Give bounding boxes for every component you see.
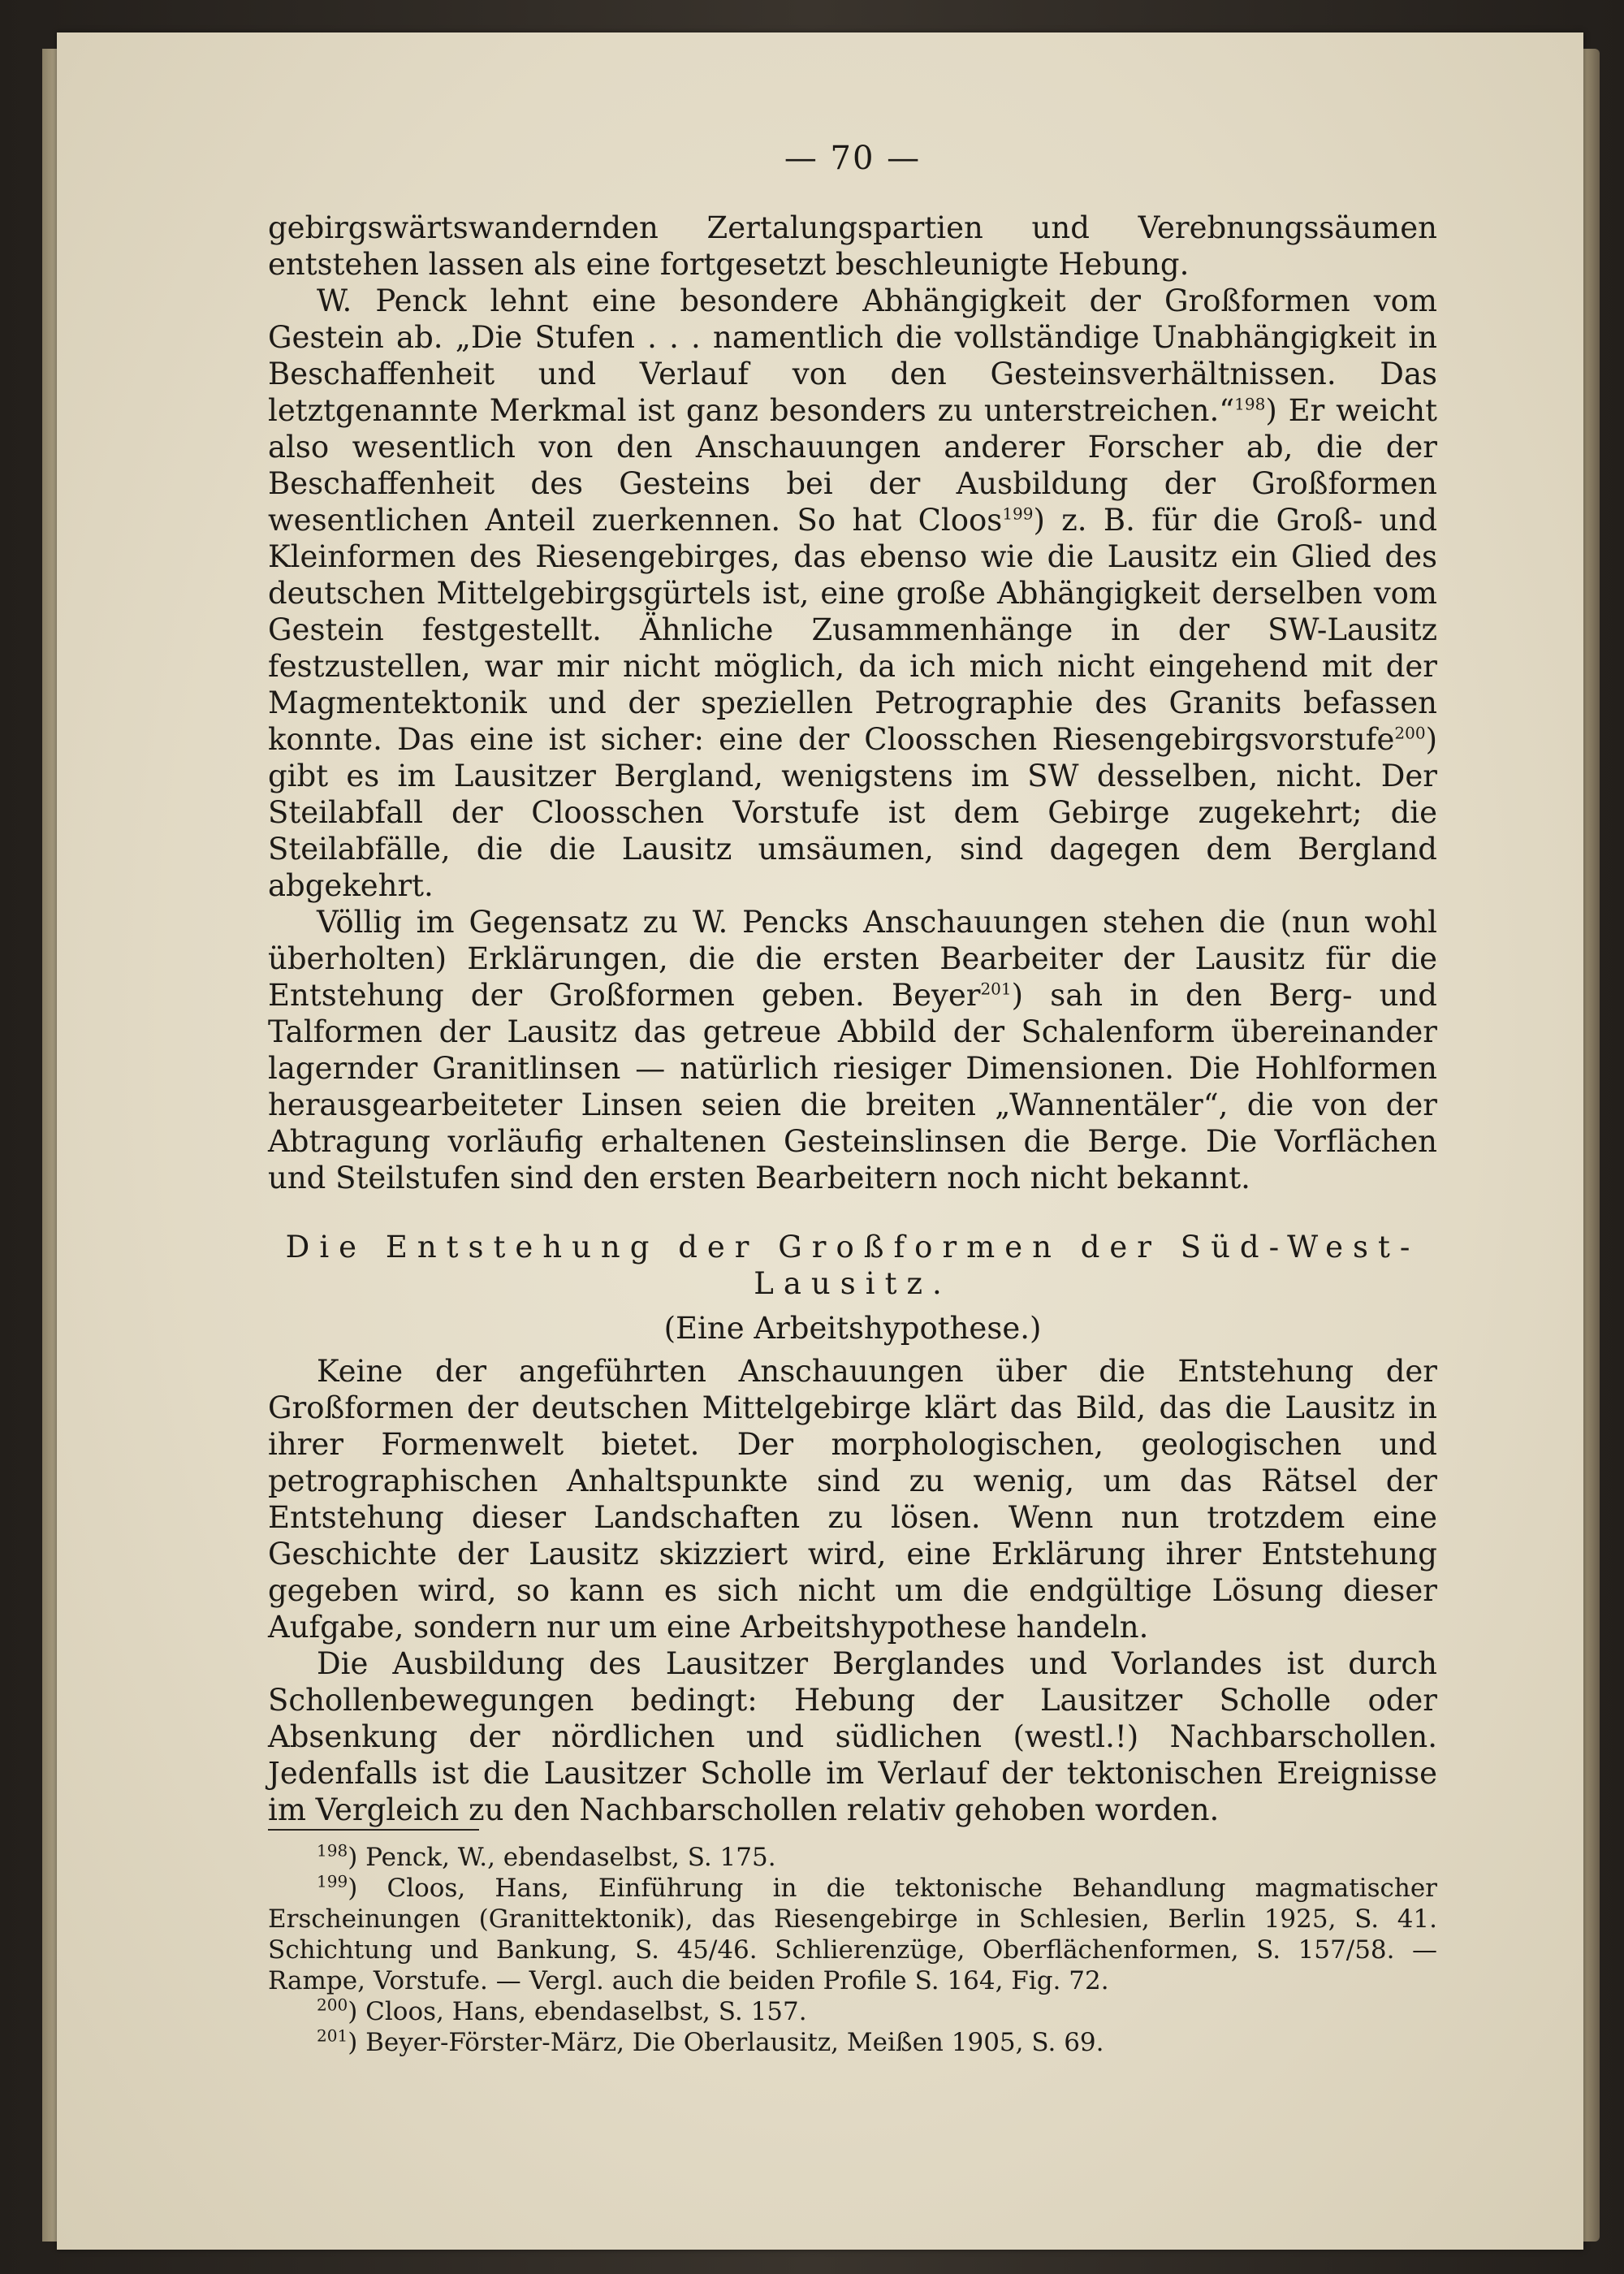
main-text bbox=[268, 210, 1437, 1828]
footnote-mark: 200 bbox=[317, 1995, 348, 2015]
footnote-ref-200: 200 bbox=[1394, 723, 1426, 743]
paragraph-beyer: Völlig im Gegensatz zu W. Pencks Anschauungen stehen die (nun wohl überholten) Erklärungen, die die ersten Bearbeiter der Lausitz für die Entstehung der Großformen geben. Beyer$^{201}$) sah in den Berg- und Talformen der Lausitz das getreue Abbild der Schalenform übereinander lagernder Granitlinsen — natürlich riesiger Dimensionen. Die Hohlformen herausgearbeiteter Linsen seien die breiten „Wannentäler“, die von der Abtragung vorläufig erhaltenen Gesteinslinsen die Berge. Die Vorflächen und Steilstufen sind den ersten Bearbeitern noch nicht bekannt. bbox=[268, 905, 1437, 1195]
paragraph-hypothesis bbox=[268, 1353, 1437, 1645]
footnotes bbox=[268, 1842, 1437, 2058]
section-heading: Die Entstehung der Großformen der Süd-West-Lausitz. bbox=[285, 1230, 1420, 1301]
paragraph-text: Keine der angeführten Anschauungen über die Entstehung der Großformen der deutschen Mittelgebirge klärt das Bild, das die Lausitz in ihrer Formenwelt bietet. Der morphologischen, geologischen und petrographischen Anhaltspunkte sind zu wenig, um das Rätsel der Entstehung dieser Landschaften zu lösen. Wenn nun trotzdem eine Geschichte der Lausitz skizziert wird, eine Erklärung ihrer Entstehung gegeben wird, so kann es sich nicht um die endgültige Lösung dieser Aufgabe, sondern nur um eine Arbeitshypothese handeln. bbox=[268, 1354, 1437, 1645]
paragraph-continuation bbox=[268, 210, 1437, 283]
paragraph-schollen bbox=[268, 1645, 1437, 1828]
footnote-ref-201: 201 bbox=[980, 979, 1012, 999]
footnote-mark: 199 bbox=[317, 1871, 348, 1891]
section-subheading: (Eine Arbeitshypothese.) bbox=[663, 1311, 1042, 1346]
footnote-ref-199: 199 bbox=[1002, 504, 1034, 524]
footnote-mark: 198 bbox=[317, 1840, 348, 1861]
paragraph-text: Er weicht also wesentlich von den Anschauungen anderer Forscher ab, die der Beschaffenheit des Gesteins bei der Ausbildung der Großformen wesentlichen Anteil zuerkennen. So hat Cloos bbox=[268, 393, 1438, 538]
footnote-text: Cloos, Hans, ebendaselbst, S. 157. bbox=[365, 1997, 807, 2026]
footnote-text: Cloos, Hans, Einführung in die tektonische Behandlung magmatischer Erscheinungen (Granittektonik), das Riesengebirge in Schlesien, Berlin 1925, S. 41. Schichtung und Bankung, S. 45/46. Schlierenzüge, Oberflächenformen, S. 157/58. — Rampe, Vorstufe. — Vergl. auch die beiden Profile S. 164, Fig. 72. bbox=[268, 1874, 1437, 1995]
footnote-text: Penck, W., ebendaselbst, S. 175. bbox=[365, 1843, 776, 1872]
paragraph-text: gibt es im Lausitzer Bergland, wenigstens im SW desselben, nicht. Der Steilabfall der Cloosschen Vorstufe ist dem Gebirge zugekehrt; die Steilabfälle, die die Lausitz umsäumen, sind dagegen dem Bergland abgekehrt. bbox=[268, 759, 1437, 903]
paragraph-text: Völlig im Gegensatz zu W. Pencks Anschauungen stehen die (nun wohl überholten) Erklärungen, die die ersten Bearbeiter der Lausitz für die Entstehung der Großformen geben. Beyer bbox=[268, 905, 1437, 1013]
paragraph-text: W. Penck lehnt eine besondere Abhängigkeit der Großformen vom Gestein ab. „Die Stufen . . . namentlich die vollständige Unabhängigkeit in Beschaffenheit und Verlauf von den Gesteinsverhältnissen. Das letztgenannte Merkmal ist ganz besonders zu unterstreichen.“ bbox=[268, 283, 1437, 428]
paragraph-text: gebirgswärtswandernden Zertalungspartien und Verebnungssäumen entstehen lassen als eine fortgesetzt beschleunigte Hebung. bbox=[268, 210, 1437, 282]
paragraph-text: z. B. für die Groß- und Kleinformen des Riesengebirges, das ebenso wie die Lausitz ein Glied des deutschen Mittelgebirgsgürtels ist, eine große Abhängigkeit derselben vom Gestein festgestellt. Ähnliche Zusammenhänge in der SW-Lausitz festzustellen, war mir nicht möglich, da ich mich nicht eingehend mit der Magmentektonik und der speziellen Petrographie des Granits befassen konnte. Das eine ist sicher: eine der Cloosschen Riesengebirgsvorstufe bbox=[268, 503, 1437, 757]
footnote-divider bbox=[268, 1829, 479, 1831]
paragraph-text: Die Ausbildung des Lausitzer Berglandes und Vorlandes ist durch Schollenbewegungen bedingt: Hebung der Lausitzer Scholle oder Absenkung der nördlichen und südlichen (westl.!) Nachbarschollen. Jedenfalls ist die Lausitzer Scholle im Verlauf der tektonischen Ereignisse im Vergleich zu den Nachbarschollen relativ gehoben worden. bbox=[268, 1646, 1437, 1827]
footnote-mark: 201 bbox=[317, 2025, 348, 2046]
footnote-ref-198: 198 bbox=[1234, 394, 1266, 414]
footnote-200: $^{200}$) Cloos, Hans, ebendaselbst, S. 157. bbox=[317, 1995, 807, 2026]
footnote-201: $^{201}$) Beyer-Förster-März, Die Oberlausitz, Meißen 1905, S. 69. bbox=[317, 2025, 1104, 2057]
paragraph-penck: W. Penck lehnt eine besondere Abhängigkeit der Großformen vom Gestein ab. „Die Stufen . . . namentlich die vollständige Unabhängigkeit in Beschaffenheit und Verlauf von den Gesteinsverhältnissen. Das letztgenannte Merkmal ist ganz besonders zu unterstreichen.“$^{198}$) Er weicht also wesentlich von den Anschauungen anderer Forscher ab, die der Beschaffenheit des Gesteins bei der Ausbildung der Großformen wesentlichen Anteil zuerkennen. So hat Cloos$^{199}$) z. B. für die Groß- und Kleinformen des Riesengebirges, das ebenso wie die Lausitz ein Glied des deutschen Mittelgebirgsgürtels ist, eine große Abhängigkeit derselben vom Gestein festgestellt. Ähnliche Zusammenhänge in der SW-Lausitz festzustellen, war mir nicht möglich, da ich mich nicht eingehend mit der Magmentektonik und der speziellen Petrographie des Granits befassen konnte. Das eine ist sicher: eine der Cloosschen Riesengebirgsvorstufe$^{200}$) gibt es im Lausitzer Bergland, wenigstens im SW desselben, nicht. Der Steilabfall der Cloosschen Vorstufe ist dem Gebirge zugekehrt; die Steilabfälle, die die Lausitz umsäumen, sind dagegen dem Bergland abgekehrt. bbox=[268, 283, 1438, 903]
paragraph-text: sah in den Berg- und Talformen der Lausitz das getreue Abbild der Schalenform übereinander lagernder Granitlinsen — natürlich riesiger Dimensionen. Die Hohlformen herausgearbeiteter Linsen seien die breiten „Wannentäler“, die von der Abtragung vorläufig erhaltenen Gesteinslinsen die Berge. Die Vorflächen und Steilstufen sind den ersten Bearbeitern noch nicht bekannt. bbox=[268, 978, 1437, 1195]
page-number: — 70 — bbox=[784, 140, 922, 177]
footnote-199: $^{199}$) Cloos, Hans, Einführung in die tektonische Behandlung magmatischer Erscheinungen (Granittektonik), das Riesengebirge in Schlesien, Berlin 1925, S. 41. Schichtung und Bankung, S. 45/46. Schlierenzüge, Oberflächenformen, S. 157/58. — Rampe, Vorstufe. — Vergl. auch die beiden Profile S. 164, Fig. 72. bbox=[268, 1871, 1437, 1995]
footnote-text: Beyer-Förster-März, Die Oberlausitz, Meißen 1905, S. 69. bbox=[365, 2028, 1104, 2057]
footnote-198: $^{198}$) Penck, W., ebendaselbst, S. 175. bbox=[317, 1840, 776, 1872]
